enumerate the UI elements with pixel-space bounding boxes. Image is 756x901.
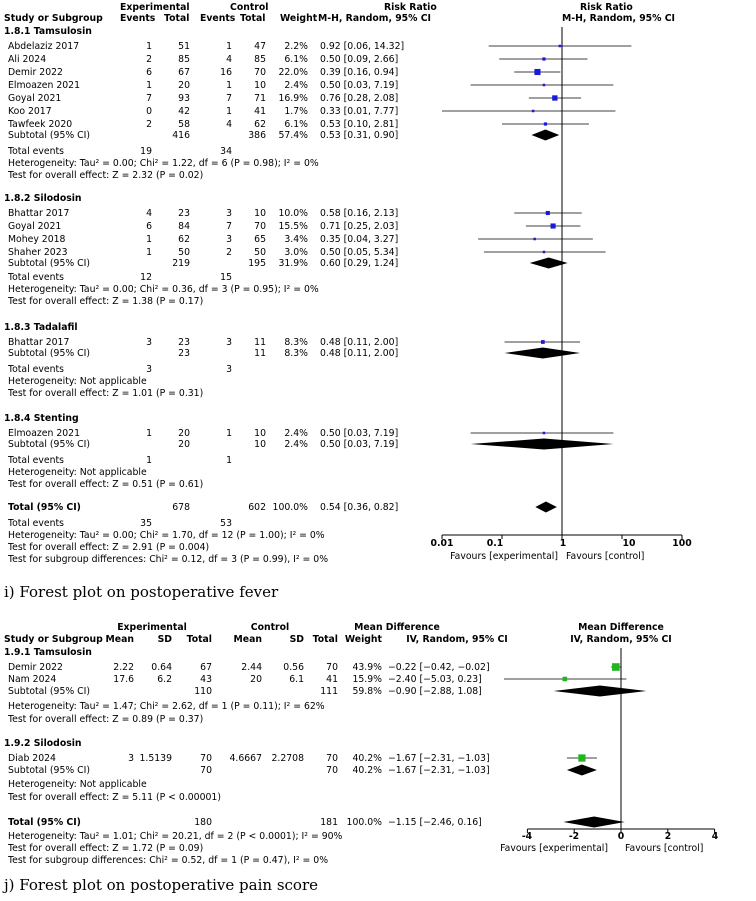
ctl-total: 10 <box>254 208 266 219</box>
subtotal-ci: 0.50 [0.03, 7.19] <box>320 439 399 450</box>
effect-ci: −2.40 [−5.03, 0.23] <box>388 674 482 685</box>
header-weight: Weight <box>344 634 382 645</box>
ctl-total: 41 <box>326 674 338 685</box>
figure-caption: j) Forest plot on postoperative pain score <box>4 876 318 894</box>
overall-effect-text: Test for overall effect: Z = 2.32 (P = 0.02) <box>8 170 204 181</box>
study-name: Shaher 2023 <box>8 247 68 258</box>
study-estimate-square <box>543 432 546 435</box>
weight: 2.4% <box>284 428 308 439</box>
ctl-total: 47 <box>254 41 266 52</box>
subtotal-label: Subtotal (95% CI) <box>8 686 91 697</box>
study-name: Diab 2024 <box>8 753 56 764</box>
subtotal-ctl-total: 111 <box>320 686 338 697</box>
axis-tick-label: 4 <box>711 831 719 842</box>
exp-mean: 3 <box>128 753 134 764</box>
study-name: Abdelaziz 2017 <box>8 41 80 52</box>
ctl-total: 11 <box>254 337 266 348</box>
subgroup-difference-text: Test for subgroup differences: Chi² = 0.12, df = 3 (P = 0.99), I² = 0% <box>8 554 329 565</box>
overall-effect-text: Test for overall effect: Z = 0.89 (P = 0.37) <box>8 714 204 725</box>
study-name: Goyal 2021 <box>8 221 62 232</box>
exp-total: 58 <box>178 119 190 130</box>
ctl-total: 41 <box>254 106 266 117</box>
exp-total: 67 <box>178 67 190 78</box>
weight: 15.9% <box>352 674 382 685</box>
total-label: Total (95% CI) <box>8 502 81 513</box>
weight: 2.2% <box>284 41 308 52</box>
axis-tick-label: 0 <box>617 831 625 842</box>
overall-effect-text: Test for overall effect: Z = 5.11 (P < 0.00001) <box>8 792 221 803</box>
study-estimate-square <box>534 69 540 75</box>
effect-ci: 0.58 [0.16, 2.13] <box>320 208 399 219</box>
exp-events: 1 <box>146 80 152 91</box>
exp-events: 1 <box>146 428 152 439</box>
total-events-exp: 35 <box>140 518 152 529</box>
exp-sd: 6.2 <box>157 674 172 685</box>
total-events-label: Total events <box>8 518 64 529</box>
effect-ci: 0.53 [0.10, 2.81] <box>320 119 399 130</box>
header-plot-title: Risk Ratio <box>580 2 633 13</box>
ctl-events: 1 <box>226 41 232 52</box>
weight: 2.4% <box>284 80 308 91</box>
study-estimate-square <box>559 45 562 48</box>
exp-events: 1 <box>146 247 152 258</box>
study-name: Bhattar 2017 <box>8 208 70 219</box>
study-name: Tawfeek 2020 <box>8 119 73 130</box>
subtotal-exp-total: 20 <box>178 439 190 450</box>
total-ci: −1.15 [−2.46, 0.16] <box>388 817 482 828</box>
weight: 40.2% <box>352 753 382 764</box>
overall-effect-text: Test for overall effect: Z = 1.01 (P = 0.31) <box>8 388 204 399</box>
pooled-effect-diamond <box>504 348 580 359</box>
header-plot-method: IV, Random, 95% CI <box>570 634 672 645</box>
exp-events: 2 <box>146 119 152 130</box>
ctl-sd: 0.56 <box>283 662 304 673</box>
study-name: Nam 2024 <box>8 674 57 685</box>
effect-ci: 0.92 [0.06, 14.32] <box>320 41 405 52</box>
effect-ci: 0.50 [0.03, 7.19] <box>320 80 399 91</box>
axis-tick-label: 0.1 <box>486 538 504 549</box>
figure-caption: i) Forest plot on postoperative fever <box>4 583 279 601</box>
subtotal-ctl-total: 11 <box>254 348 266 359</box>
ctl-sd: 2.2708 <box>271 753 304 764</box>
exp-events: 3 <box>146 337 152 348</box>
study-name: Demir 2022 <box>8 662 63 673</box>
weight: 10.0% <box>278 208 308 219</box>
header-sd: SD <box>289 634 304 645</box>
study-estimate-square <box>543 84 546 87</box>
total-ctl-total: 602 <box>248 502 266 513</box>
subtotal-label: Subtotal (95% CI) <box>8 348 91 359</box>
effect-ci: 0.50 [0.09, 2.66] <box>320 54 399 65</box>
total-events-exp: 19 <box>140 146 152 157</box>
study-estimate-square <box>533 238 536 241</box>
heterogeneity-text: Heterogeneity: Tau² = 1.01; Chi² = 20.21, df = 2 (P < 0.0001); I² = 90% <box>8 831 343 842</box>
header-control: Control <box>250 622 290 633</box>
exp-total: 23 <box>178 208 190 219</box>
total-events-ctl: 1 <box>226 455 232 466</box>
axis-tick-label: 10 <box>622 538 636 549</box>
exp-total: 50 <box>178 247 190 258</box>
weight: 16.9% <box>278 93 308 104</box>
header-plot-method: M-H, Random, 95% CI <box>562 13 675 24</box>
ctl-events: 7 <box>226 221 232 232</box>
total-weight: 100.0% <box>346 817 382 828</box>
subtotal-weight: 40.2% <box>352 765 382 776</box>
header-method: M-H, Random, 95% CI <box>318 13 431 24</box>
exp-total: 42 <box>178 106 190 117</box>
subtotal-weight: 57.4% <box>278 130 308 141</box>
heterogeneity-text: Heterogeneity: Tau² = 0.00; Chi² = 0.36, df = 3 (P = 0.95); I² = 0% <box>8 284 319 295</box>
favours-control-label: Favours [control] <box>566 551 645 562</box>
study-name: Elmoazen 2021 <box>8 428 81 439</box>
weight: 8.3% <box>284 337 308 348</box>
study-estimate-square <box>546 211 550 215</box>
ctl-total: 62 <box>254 119 266 130</box>
total-exp-total: 180 <box>194 817 212 828</box>
exp-mean: 2.22 <box>113 662 134 673</box>
axis-tick-label: 1 <box>559 538 567 549</box>
subtotal-exp-total: 23 <box>178 348 190 359</box>
exp-total: 70 <box>200 753 212 764</box>
subtotal-ci: −0.90 [−2.88, 1.08] <box>388 686 482 697</box>
header-events: Events <box>200 13 236 24</box>
total-exp-total: 678 <box>172 502 190 513</box>
weight: 15.5% <box>278 221 308 232</box>
effect-ci: 0.39 [0.16, 0.94] <box>320 67 399 78</box>
effect-ci: 0.50 [0.03, 7.19] <box>320 428 399 439</box>
subtotal-weight: 8.3% <box>284 348 308 359</box>
exp-events: 1 <box>146 234 152 245</box>
header-study: Study or Subgroup <box>4 634 103 645</box>
total-events-ctl: 15 <box>220 272 232 283</box>
total-ci: 0.54 [0.36, 0.82] <box>320 502 399 513</box>
subtotal-label: Subtotal (95% CI) <box>8 258 91 269</box>
heterogeneity-text: Heterogeneity: Tau² = 0.00; Chi² = 1.70, df = 12 (P = 1.00); I² = 0% <box>8 530 325 541</box>
effect-ci: 0.76 [0.28, 2.08] <box>320 93 399 104</box>
exp-events: 0 <box>146 106 152 117</box>
effect-ci: −0.22 [−0.42, −0.02] <box>388 662 490 673</box>
favours-experimental-label: Favours [experimental] <box>450 551 558 562</box>
ctl-total: 70 <box>254 221 266 232</box>
heterogeneity-text: Heterogeneity: Tau² = 0.00; Chi² = 1.22, df = 6 (P = 0.98); I² = 0% <box>8 158 319 169</box>
heterogeneity-text: Heterogeneity: Tau² = 1.47; Chi² = 2.62, df = 1 (P = 0.11); I² = 62% <box>8 701 325 712</box>
subtotal-weight: 2.4% <box>284 439 308 450</box>
total-ctl-total: 181 <box>320 817 338 828</box>
subtotal-ci: 0.53 [0.31, 0.90] <box>320 130 399 141</box>
total-events-exp: 1 <box>146 455 152 466</box>
subtotal-exp-total: 219 <box>172 258 190 269</box>
subgroup-label: 1.8.3 Tadalafil <box>4 322 78 333</box>
ctl-events: 3 <box>226 208 232 219</box>
total-events-ctl: 3 <box>226 364 232 375</box>
header-sd: SD <box>157 634 172 645</box>
header-total: Total <box>240 13 266 24</box>
exp-total: 20 <box>178 80 190 91</box>
effect-ci: 0.33 [0.01, 7.77] <box>320 106 399 117</box>
total-events-exp: 12 <box>140 272 152 283</box>
subtotal-ctl-total: 70 <box>326 765 338 776</box>
subtotal-label: Subtotal (95% CI) <box>8 439 91 450</box>
subtotal-ctl-total: 195 <box>248 258 266 269</box>
exp-events: 4 <box>146 208 152 219</box>
ctl-events: 7 <box>226 93 232 104</box>
study-estimate-square <box>552 95 557 100</box>
ctl-events: 2 <box>226 247 232 258</box>
study-name: Bhattar 2017 <box>8 337 70 348</box>
study-estimate-square <box>612 663 620 671</box>
study-estimate-square <box>563 677 568 682</box>
ctl-total: 65 <box>254 234 266 245</box>
header-risk-ratio: Risk Ratio <box>384 2 437 13</box>
weight: 6.1% <box>284 119 308 130</box>
favours-control-label: Favours [control] <box>625 843 704 854</box>
subgroup-label: 1.9.2 Silodosin <box>4 738 82 749</box>
subgroup-difference-text: Test for subgroup differences: Chi² = 0.52, df = 1 (P = 0.47), I² = 0% <box>8 855 329 866</box>
overall-effect-text: Test for overall effect: Z = 2.91 (P = 0.004) <box>8 542 210 553</box>
study-estimate-square <box>544 122 547 125</box>
weight: 3.0% <box>284 247 308 258</box>
header-mean-difference: Mean Difference <box>354 622 440 633</box>
subgroup-label: 1.8.4 Stenting <box>4 413 79 424</box>
ctl-mean: 20 <box>250 674 262 685</box>
ctl-total: 50 <box>254 247 266 258</box>
subtotal-ci: 0.60 [0.29, 1.24] <box>320 258 399 269</box>
subtotal-exp-total: 110 <box>194 686 212 697</box>
header-events: Events <box>120 13 156 24</box>
axis-tick-label: -4 <box>521 831 533 842</box>
study-name: Goyal 2021 <box>8 93 62 104</box>
header-total: Total <box>164 13 190 24</box>
exp-events: 1 <box>146 41 152 52</box>
total-events-label: Total events <box>8 146 64 157</box>
header-mean: Mean <box>105 634 134 645</box>
ctl-total: 85 <box>254 54 266 65</box>
header-weight: Weight <box>280 13 318 24</box>
study-name: Mohey 2018 <box>8 234 66 245</box>
ctl-total: 70 <box>326 662 338 673</box>
favours-experimental-label: Favours [experimental] <box>500 843 608 854</box>
subgroup-label: 1.8.2 Silodosin <box>4 193 82 204</box>
axis-tick-label: 0.01 <box>430 538 454 549</box>
pooled-effect-diamond <box>567 765 597 776</box>
ctl-mean: 2.44 <box>241 662 262 673</box>
exp-events: 2 <box>146 54 152 65</box>
ctl-events: 16 <box>220 67 232 78</box>
exp-total: 85 <box>178 54 190 65</box>
ctl-mean: 4.6667 <box>229 753 262 764</box>
study-name: Ali 2024 <box>8 54 47 65</box>
subtotal-label: Subtotal (95% CI) <box>8 130 91 141</box>
exp-sd: 0.64 <box>151 662 172 673</box>
study-estimate-square <box>551 223 556 228</box>
subtotal-exp-total: 70 <box>200 765 212 776</box>
pooled-effect-diamond <box>471 439 614 450</box>
header-experimental: Experimental <box>120 2 190 13</box>
subtotal-weight: 59.8% <box>352 686 382 697</box>
total-events-label: Total events <box>8 364 64 375</box>
study-estimate-square <box>532 110 535 113</box>
study-estimate-square <box>578 754 585 761</box>
ctl-sd: 6.1 <box>289 674 304 685</box>
ctl-total: 10 <box>254 428 266 439</box>
total-events-label: Total events <box>8 272 64 283</box>
ctl-total: 71 <box>254 93 266 104</box>
exp-events: 6 <box>146 221 152 232</box>
weight: 43.9% <box>352 662 382 673</box>
exp-mean: 17.6 <box>113 674 134 685</box>
subtotal-ci: −1.67 [−2.31, −1.03] <box>388 765 490 776</box>
subtotal-ctl-total: 10 <box>254 439 266 450</box>
exp-events: 7 <box>146 93 152 104</box>
heterogeneity-text: Heterogeneity: Not applicable <box>8 779 147 790</box>
heterogeneity-text: Heterogeneity: Not applicable <box>8 376 147 387</box>
total-events-exp: 3 <box>146 364 152 375</box>
axis-tick-label: 2 <box>664 831 672 842</box>
subgroup-label: 1.9.1 Tamsulosin <box>4 647 92 658</box>
ctl-total: 10 <box>254 80 266 91</box>
ctl-total: 70 <box>326 753 338 764</box>
subtotal-ctl-total: 386 <box>248 130 266 141</box>
overall-effect-text: Test for overall effect: Z = 0.51 (P = 0.61) <box>8 479 204 490</box>
pooled-effect-diamond <box>531 130 559 141</box>
axis-tick-label: 100 <box>672 538 692 549</box>
total-label: Total (95% CI) <box>8 817 81 828</box>
weight: 6.1% <box>284 54 308 65</box>
subtotal-weight: 31.9% <box>278 258 308 269</box>
total-events-label: Total events <box>8 455 64 466</box>
ctl-events: 1 <box>226 106 232 117</box>
overall-effect-text: Test for overall effect: Z = 1.38 (P = 0.17) <box>8 296 204 307</box>
subtotal-label: Subtotal (95% CI) <box>8 765 91 776</box>
effect-ci: 0.35 [0.04, 3.27] <box>320 234 399 245</box>
exp-total: 67 <box>200 662 212 673</box>
ctl-total: 70 <box>254 67 266 78</box>
exp-sd: 1.5139 <box>139 753 172 764</box>
pooled-effect-diamond <box>563 817 624 828</box>
header-experimental: Experimental <box>117 622 187 633</box>
weight: 3.4% <box>284 234 308 245</box>
weight: 1.7% <box>284 106 308 117</box>
study-name: Demir 2022 <box>8 67 63 78</box>
ctl-events: 3 <box>226 234 232 245</box>
header-method: IV, Random, 95% CI <box>406 634 508 645</box>
ctl-events: 3 <box>226 337 232 348</box>
exp-total: 93 <box>178 93 190 104</box>
exp-total: 51 <box>178 41 190 52</box>
study-estimate-square <box>541 340 545 344</box>
exp-total: 20 <box>178 428 190 439</box>
study-name: Koo 2017 <box>8 106 52 117</box>
header-plot-title: Mean Difference <box>578 622 664 633</box>
effect-ci: 0.50 [0.05, 5.34] <box>320 247 399 258</box>
header-control: Control <box>230 2 269 13</box>
subtotal-exp-total: 416 <box>172 130 190 141</box>
total-weight: 100.0% <box>272 502 308 513</box>
exp-events: 6 <box>146 67 152 78</box>
exp-total: 43 <box>200 674 212 685</box>
exp-total: 62 <box>178 234 190 245</box>
subtotal-ci: 0.48 [0.11, 2.00] <box>320 348 399 359</box>
overall-effect-text: Test for overall effect: Z = 1.72 (P = 0.09) <box>8 843 204 854</box>
exp-total: 23 <box>178 337 190 348</box>
subgroup-label: 1.8.1 Tamsulosin <box>4 26 92 37</box>
effect-ci: 0.71 [0.25, 2.03] <box>320 221 399 232</box>
header-total: Total <box>312 634 338 645</box>
header-study: Study or Subgroup <box>4 13 103 24</box>
ctl-events: 4 <box>226 54 232 65</box>
study-estimate-square <box>542 57 545 60</box>
effect-ci: −1.67 [−2.31, −1.03] <box>388 753 490 764</box>
exp-total: 84 <box>178 221 190 232</box>
pooled-effect-diamond <box>554 686 647 697</box>
ctl-events: 4 <box>226 119 232 130</box>
pooled-effect-diamond <box>535 502 556 513</box>
header-mean: Mean <box>233 634 262 645</box>
header-total: Total <box>186 634 212 645</box>
total-events-ctl: 53 <box>220 518 232 529</box>
ctl-events: 1 <box>226 80 232 91</box>
study-name: Elmoazen 2021 <box>8 80 81 91</box>
study-estimate-square <box>543 251 546 254</box>
effect-ci: 0.48 [0.11, 2.00] <box>320 337 399 348</box>
ctl-events: 1 <box>226 428 232 439</box>
axis-tick-label: -2 <box>568 831 580 842</box>
heterogeneity-text: Heterogeneity: Not applicable <box>8 467 147 478</box>
weight: 22.0% <box>278 67 308 78</box>
total-events-ctl: 34 <box>220 146 232 157</box>
